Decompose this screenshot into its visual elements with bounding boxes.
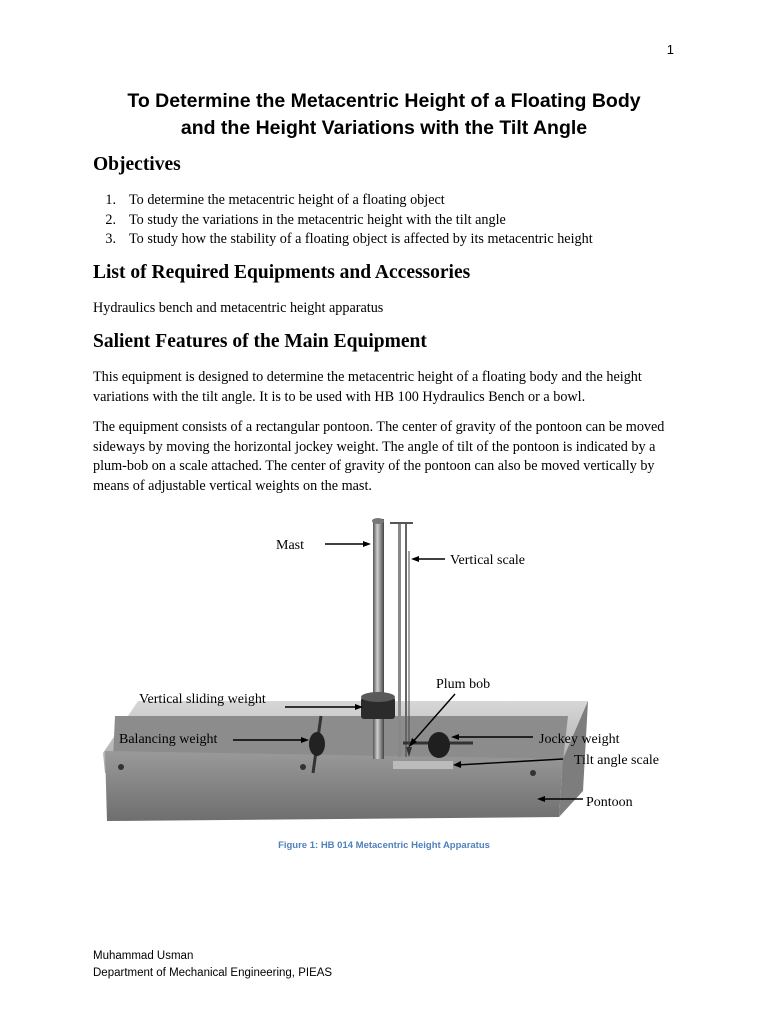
vertical-sliding-weight — [361, 692, 395, 719]
figure-caption: Figure 1: HB 014 Metacentric Height Apparatus — [278, 840, 490, 851]
scale-bar — [398, 523, 401, 757]
jockey-weight-body — [428, 732, 450, 758]
page-number: 1 — [666, 42, 674, 57]
label-jockey-weight: Jockey weight — [539, 732, 620, 747]
label-tilt-angle-scale: Tilt angle scale — [574, 753, 660, 768]
list-item — [93, 191, 593, 211]
mast — [372, 518, 384, 759]
title-line-1: To Determine the Metacentric Height of a Floating Body — [127, 90, 641, 112]
label-plum-bob: Plum bob — [436, 677, 491, 692]
features-paragraph-2: The equipment consists of a rectangular pontoon. The center of gravity of the pontoon can be moved sideways by moving the horizontal jockey weight. The angle of tilt of the pontoon is indicated by a plum-bob on a scale attached. The center of gravity of the pontoon can also be moved vertically by means of adjustable vertical weights on the mast. — [93, 419, 665, 494]
list-item — [93, 230, 593, 250]
pontoon-front — [105, 751, 563, 821]
pontoon — [103, 701, 588, 821]
label-mast: Mast — [276, 538, 304, 553]
list-item-text: To study how the stability of a floating object is affected by its metacentric height — [129, 231, 593, 247]
tilt-angle-scale — [393, 761, 453, 769]
features-paragraph-1: This equipment is designed to determine the metacentric height of a floating body and the height variations with the tilt angle. It is to be used with HB 100 Hydraulics Bench or a bowl. — [93, 369, 642, 405]
document-title — [60, 88, 708, 142]
objectives-heading: Objectives — [93, 154, 181, 175]
mast-rod — [373, 519, 384, 759]
footer-author: Muhammad Usman — [93, 950, 194, 962]
weight-top — [361, 692, 395, 702]
list-item-number: 1. — [105, 192, 116, 208]
list-item — [93, 211, 593, 231]
tilt-scale-plate — [393, 761, 453, 769]
list-item-number: 2. — [105, 211, 116, 228]
list-item-text: To determine the metacentric height of a floating object — [129, 192, 445, 208]
screw-icon — [300, 764, 306, 770]
features-heading: Salient Features of the Main Equipment — [93, 331, 427, 352]
apparatus-figure — [93, 511, 688, 831]
label-pontoon: Pontoon — [586, 795, 633, 810]
list-item-text: To study the variations in the metacentric height with the tilt angle — [129, 211, 506, 228]
footer-department: Department of Mechanical Engineering, PIEAS — [93, 967, 333, 979]
label-vertical-scale: Vertical scale — [450, 553, 526, 568]
title-line-2: and the Height Variations with the Tilt Angle — [180, 117, 588, 139]
arrowhead — [363, 541, 371, 547]
label-vertical-sliding-weight: Vertical sliding weight — [139, 692, 266, 707]
scale-bar — [405, 523, 407, 757]
list-item-number: 3. — [105, 231, 116, 247]
label-balancing-weight: Balancing weight — [119, 732, 218, 747]
screw-icon — [118, 764, 124, 770]
equipment-text: Hydraulics bench and metacentric height apparatus — [93, 300, 384, 316]
objectives-list — [93, 191, 593, 250]
balancing-weight-body — [309, 732, 325, 756]
equipment-heading: List of Required Equipments and Accessories — [93, 262, 471, 283]
mast-cap — [372, 518, 384, 524]
screw-icon — [530, 770, 536, 776]
arrowhead — [411, 556, 419, 562]
